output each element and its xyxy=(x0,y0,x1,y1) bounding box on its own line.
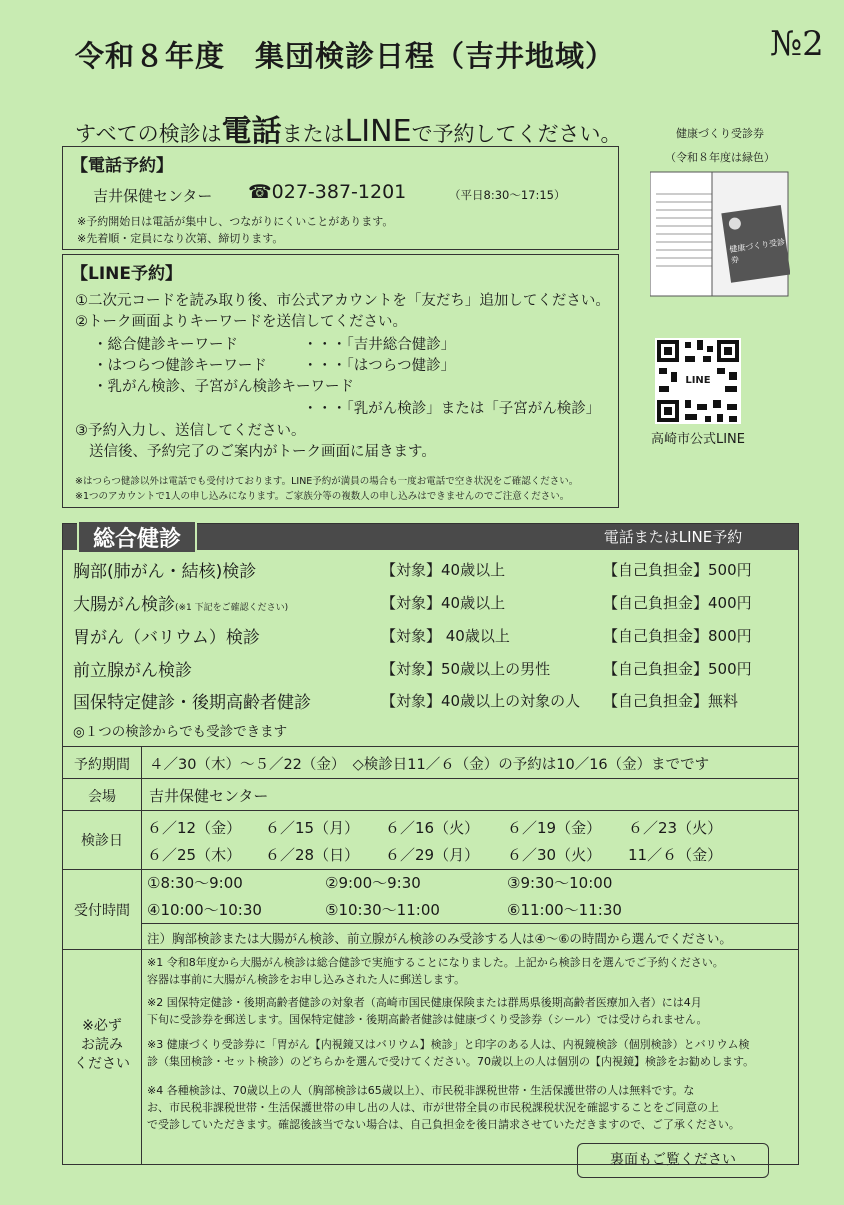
exam-target: 【対象】40歳以上 xyxy=(381,561,506,579)
line-qr-code[interactable] xyxy=(655,338,741,424)
keyword-label-general: ・総合健診キーワード xyxy=(93,337,238,353)
phone-number[interactable]: ☎027-387-1201 xyxy=(248,181,407,203)
note-line: 容器は事前に大腸がん検診をお申し込みされた人に郵送します。 xyxy=(147,973,466,986)
coupon-illustration xyxy=(650,170,790,298)
coupon-caption-color: （令和８年度は緑色） xyxy=(665,151,775,164)
note-line: ※1 令和8年度から大腸がん検診は総合健診で実施することになりました。上記から検診日を選んでご予約ください。 xyxy=(147,956,724,969)
period-label: 予約期間 xyxy=(74,757,130,773)
exam-target: 【対象】40歳以上の対象の人 xyxy=(381,692,581,710)
exam-target: 【対象】 40歳以上 xyxy=(381,627,510,645)
exam-date: ６／19（金） xyxy=(507,819,602,837)
exam-date: ６／25（木） xyxy=(147,846,242,864)
coupon-caption xyxy=(645,122,795,170)
keyword-label-cancer: ・乳がん検診、子宮がん検診キーワード xyxy=(93,379,354,395)
intro-tel: 電話 xyxy=(221,114,282,149)
exam-name: 前立腺がん検診 xyxy=(73,661,192,681)
exam-fee: 【自己負担金】400円 xyxy=(603,594,752,612)
line-note-1: ※はつらつ健診以外は電話でも受付けております。LINE予約が満員の場合も一度お電話で空き状況をご確認ください。 xyxy=(75,476,579,487)
intro-text xyxy=(75,106,622,150)
divider xyxy=(63,778,798,779)
document-number: №2 xyxy=(770,24,824,64)
exam-fee: 【自己負担金】500円 xyxy=(603,660,752,678)
keyword-value-general: ・・・「吉井総合健診」 xyxy=(303,337,456,353)
section-reservation-tag: 電話またはLINE予約 xyxy=(548,524,798,550)
coupon-caption-title: 健康づくり受診券 xyxy=(676,127,764,140)
line-step-1: ①二次元コードを読み取り後、市公式アカウントを「友だち」追加してください。 xyxy=(75,293,610,309)
exam-date: 11／６（金） xyxy=(628,846,723,864)
exam-name-text: 大腸がん検診 xyxy=(73,595,175,615)
note-line: で受診していただきます。確認後該当でない場合は、自己負担金を後日請求させていただきますので、ご了承ください。 xyxy=(147,1118,740,1131)
phone-hours: （平日8:30～17:15） xyxy=(449,188,566,202)
time-slot: ③9:30～10:00 xyxy=(507,874,613,892)
intro-pre: すべての検診は xyxy=(75,122,222,146)
divider xyxy=(141,746,142,1164)
exam-name: 国保特定健診・後期高齢者健診 xyxy=(73,693,311,713)
intro-mid: または xyxy=(281,122,345,146)
exam-row xyxy=(63,585,798,617)
exam-date: ６／23（火） xyxy=(628,819,723,837)
note-3 xyxy=(147,1036,787,1070)
intro-post: で予約してください。 xyxy=(411,122,622,146)
line-step-2: ②トーク画面よりキーワードを送信してください。 xyxy=(75,314,407,330)
phone-note-2: ※先着順・定員になり次第、締切ります。 xyxy=(77,232,284,245)
exam-fee: 【自己負担金】800円 xyxy=(603,627,752,645)
exam-fee: 【自己負担金】無料 xyxy=(603,692,739,710)
note-2 xyxy=(147,994,787,1028)
qr-caption: 高崎市公式LINE xyxy=(650,432,745,447)
line-step-3-detail: 送信後、予約完了のご案内がトーク画面に届きます。 xyxy=(89,444,436,460)
time-slot: ④10:00～10:30 xyxy=(147,901,262,919)
keyword-value-cancer: ・・・「乳がん検診」または「子宮がん検診」 xyxy=(303,401,601,417)
exam-fee: 【自己負担金】500円 xyxy=(603,561,752,579)
exam-date: ６／29（月） xyxy=(385,846,480,864)
time-slot: ⑥11:00～11:30 xyxy=(507,901,622,919)
divider xyxy=(141,923,798,924)
keyword-value-hatsuratsu: ・・・「はつらつ健診」 xyxy=(303,358,456,374)
single-exam-note: ◎１つの検診からでも受診できます xyxy=(73,724,288,740)
exam-date: ６／15（月） xyxy=(265,819,360,837)
line-note-2: ※1つのアカウントで1人の申し込みになります。ご家族分等の複数人の申し込みはできませんのでご注意ください。 xyxy=(75,491,570,502)
exam-date: ６／16（火） xyxy=(385,819,480,837)
intro-line: LINE xyxy=(344,114,412,149)
divider xyxy=(63,869,798,870)
note-line: お、市民税非課税世帯・生活保護世帯の申し出の人は、市が世帯全員の市民税課税状況を確認することをご同意の上 xyxy=(147,1101,719,1114)
exam-date: ６／30（火） xyxy=(507,846,602,864)
divider xyxy=(63,810,798,811)
page-title: 令和８年度 集団検診日程（吉井地域） xyxy=(75,39,616,73)
exam-row xyxy=(63,651,798,683)
must-read-label xyxy=(63,1017,141,1074)
venue-value: 吉井保健センター xyxy=(149,787,269,805)
line-heading: 【LINE予約】 xyxy=(71,264,182,284)
section-title: 総合健診 xyxy=(77,520,197,552)
phone-reservation-box xyxy=(62,146,619,250)
phone-heading: 【電話予約】 xyxy=(71,156,173,176)
note-1 xyxy=(147,954,787,988)
divider xyxy=(63,746,798,747)
times-label: 受付時間 xyxy=(74,903,130,919)
exam-row xyxy=(63,618,798,650)
exam-row xyxy=(63,683,798,715)
phone-center: 吉井保健センター xyxy=(93,187,213,205)
exam-name: 胃がん（バリウム）検診 xyxy=(73,628,260,648)
must-read-label-3: ください xyxy=(74,1056,130,1072)
qr-line-label: LINE xyxy=(685,375,711,386)
note-line: ※4 各種検診は、70歳以上の人（胸部検診は65歳以上）、市民税非課税世帯・生活保護世帯の人は無料です。な xyxy=(147,1084,695,1097)
exam-name: 胸部(肺がん・結核)検診 xyxy=(73,562,257,582)
line-step-3: ③予約入力し、送信してください。 xyxy=(75,423,306,439)
time-slot: ①8:30～9:00 xyxy=(147,874,243,892)
note-line: ※2 国保特定健診・後期高齢者健診の対象者（高崎市国民健康保険または群馬県後期高齢者医療加入者）には4月 xyxy=(147,996,702,1009)
coupon-card-text: 健康づくり受診券 xyxy=(728,237,786,266)
times-note: 注）胸部検診または大腸がん検診、前立腺がん検診のみ受診する人は④～⑥の時間から選んでください。 xyxy=(147,931,732,946)
keyword-label-hatsuratsu: ・はつらつ健診キーワード xyxy=(93,358,267,374)
must-read-label-1: ※必ず xyxy=(82,1018,122,1034)
divider xyxy=(63,949,798,950)
note-line: 診（集団検診・セット検診）のどちらかを選んで受けてください。70歳以上の人は個別の【内視鏡】検診をお勧めします。 xyxy=(147,1055,755,1068)
note-line: ※3 健康づくり受診券に「胃がん【内視鏡又はバリウム】検診」と印字のある人は、内視鏡検診（個別検診）とバリウム検 xyxy=(147,1038,750,1051)
exam-date: ６／28（日） xyxy=(265,846,360,864)
exam-date: ６／12（金） xyxy=(147,819,242,837)
must-read-label-2: お読み xyxy=(81,1037,123,1053)
exam-row xyxy=(63,552,798,584)
venue-label: 会場 xyxy=(88,789,116,805)
exam-target: 【対象】50歳以上の男性 xyxy=(381,660,551,678)
time-slot: ⑤10:30～11:00 xyxy=(325,901,440,919)
see-back-button[interactable]: 裏面もご覧ください xyxy=(577,1143,769,1178)
dates-label: 検診日 xyxy=(81,833,123,849)
phone-note-1: ※予約開始日は電話が集中し、つながりにくいことがあります。 xyxy=(77,215,394,228)
line-reservation-box xyxy=(62,254,619,508)
time-slot: ②9:00～9:30 xyxy=(325,874,421,892)
note-line: 下旬に受診券を郵送します。国保特定健診・後期高齢者健診は健康づくり受診券（シール）では受けられません。 xyxy=(147,1013,708,1026)
general-checkup-section xyxy=(62,523,799,1165)
note-4 xyxy=(147,1082,787,1133)
exam-target: 【対象】40歳以上 xyxy=(381,594,506,612)
period-value: ４／30（木）～５／22（金） ◇検診日11／６（金）の予約は10／16（金）までです xyxy=(149,757,710,773)
coupon-image xyxy=(650,170,790,298)
exam-name-note: (※1 下記をご確認ください) xyxy=(175,603,289,613)
exam-name xyxy=(73,590,288,615)
